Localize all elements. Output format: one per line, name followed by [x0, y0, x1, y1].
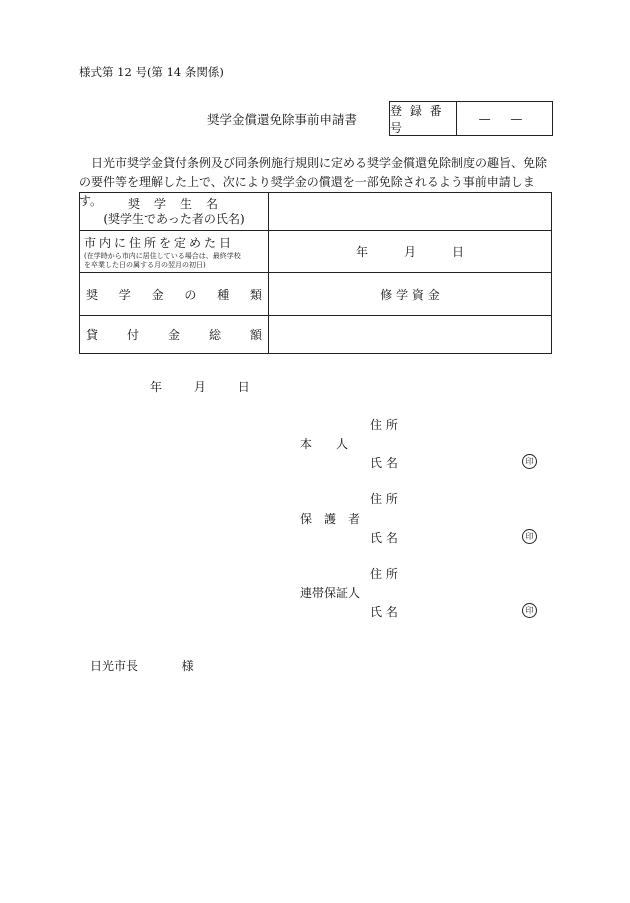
residence-year-label: 年 [355, 245, 368, 259]
document-title: 奨学金償還免除事前申請書 [207, 112, 358, 127]
addressee-honorific: 様 [181, 659, 194, 673]
row-scholarship-type [80, 273, 552, 316]
app-month-label: 月 [193, 380, 206, 394]
loan-total-label [80, 316, 269, 354]
scholar-name-value[interactable] [269, 193, 552, 231]
residence-date-note-2: を卒業した日の属する月の翌月の初日) [84, 260, 206, 269]
loan-total-label-text: 貸 付 金 総 額 [86, 328, 262, 342]
row-scholar-name [80, 193, 552, 231]
applicant-address-label: 住 所 [370, 418, 398, 432]
intro-line-1: 日光市奨学金貸付条例及び同条例施行規則に定める奨学金償還免除制度の趣旨、免除 [91, 156, 548, 170]
loan-total-value[interactable] [269, 316, 552, 354]
app-year-label: 年 [150, 380, 163, 394]
guardian-seal-icon: 印 [522, 529, 537, 544]
application-date [150, 378, 278, 395]
scholar-name-label-main: 奨学生名 [127, 196, 232, 211]
form-number: 様式第 12 号(第 14 条関係) [79, 65, 224, 79]
app-day-label: 日 [237, 380, 250, 394]
guardian-name-label: 氏 名 [370, 531, 398, 545]
scholar-name-label-sub: (奨学生であった者の氏名) [103, 211, 245, 226]
row-residence-date [80, 231, 552, 273]
scholarship-type-label-text: 奨 学 金 の 種 類 [86, 287, 262, 302]
guarantor-seal-icon: 印 [522, 603, 537, 618]
residence-date-value[interactable] [269, 231, 552, 273]
guarantor-address-label: 住 所 [370, 567, 398, 581]
guarantor-name-label: 氏 名 [370, 605, 398, 619]
registration-number-label: 登 録 番 号 [390, 102, 457, 135]
scholar-name-label [80, 193, 269, 231]
residence-date-label-main: 市内に住所を定めた日 [84, 235, 235, 250]
applicant-name-label: 氏 名 [370, 456, 398, 470]
residence-date-note-1: (在学時から市内に居住している場合は、最終学校 [84, 251, 241, 260]
row-loan-total [80, 316, 552, 354]
registration-number-value: — — [478, 111, 531, 126]
residence-day-label: 日 [452, 245, 465, 259]
registration-number-box [389, 101, 553, 136]
guarantor-role-label: 連帯保証人 [300, 586, 361, 600]
guardian-address-label: 住 所 [370, 492, 398, 506]
addressee-name: 日光市長 [90, 659, 139, 673]
intro-line-2: の要件等を理解した上で、次により奨学金の償還を一部免除されるよう事前申請します。 [79, 175, 535, 208]
residence-date-label [80, 231, 269, 273]
residence-month-label: 月 [403, 245, 416, 259]
application-table [79, 192, 552, 354]
scholarship-type-label [80, 273, 269, 316]
guardian-role-label: 保 護 者 [300, 512, 361, 526]
applicant-role-label: 本 人 [300, 437, 349, 451]
addressee [90, 657, 194, 674]
applicant-seal-icon: 印 [522, 454, 537, 469]
scholarship-type-value: 修 学 資 金 [269, 273, 552, 316]
